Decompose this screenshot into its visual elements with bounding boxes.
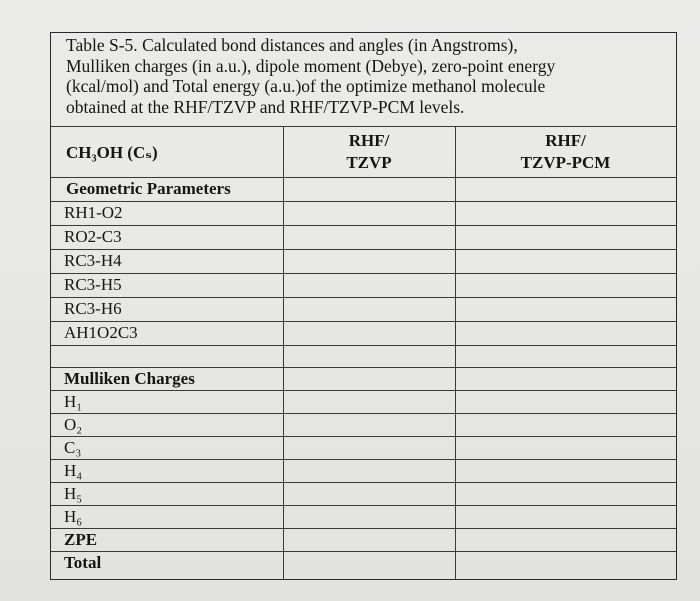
table-grid <box>51 33 676 579</box>
row-label-h4: H₄ <box>64 461 83 480</box>
row-label-a-h1-o2-c3: AH1O2C3 <box>64 323 138 342</box>
section-geometric-parameters: Geometric Parameters <box>66 179 231 198</box>
row-divider <box>51 528 676 529</box>
column-header-rhf-tzvp-pcm-line2: TZVP-PCM <box>520 153 611 172</box>
row-label-h5: H₅ <box>64 484 83 503</box>
column-header-rhf-tzvp-line1: RHF/ <box>348 131 390 150</box>
caption-line-2: Mulliken charges (in a.u.), dipole moment (Debye), zero-point energy <box>66 55 556 76</box>
section-mulliken-charges: Mulliken Charges <box>64 369 195 388</box>
row-divider <box>51 177 676 178</box>
row-label-r-o2-c3: RO2-C3 <box>64 227 122 246</box>
row-divider <box>51 345 676 346</box>
row-label-h1: H₁ <box>64 392 83 411</box>
row-label-zpe: ZPE <box>64 530 98 549</box>
row-divider <box>51 273 676 274</box>
row-divider <box>51 367 676 368</box>
row-label-r-c3-h5: RC3-H5 <box>64 275 122 294</box>
row-label-r-c3-h4: RC3-H4 <box>64 251 122 270</box>
row-divider <box>51 297 676 298</box>
row-divider <box>51 390 676 391</box>
row-label-r-h1-o2: RH1-O2 <box>64 203 123 222</box>
row-divider <box>51 482 676 483</box>
column-divider <box>283 126 284 579</box>
row-divider <box>51 505 676 506</box>
column-header-rhf-tzvp-pcm-line1: RHF/ <box>545 131 586 150</box>
row-label-r-c3-h6: RC3-H6 <box>64 299 122 318</box>
molecule-header: CH₃OH (Cₛ) <box>66 143 158 162</box>
row-divider <box>51 201 676 202</box>
row-divider <box>51 436 676 437</box>
row-divider <box>51 321 676 322</box>
column-header-rhf-tzvp-pcm <box>455 130 676 174</box>
row-divider <box>51 249 676 250</box>
row-divider <box>51 551 676 552</box>
caption-line-4: obtained at the RHF/TZVP and RHF/TZVP-PCM levels. <box>66 96 465 117</box>
column-header-rhf-tzvp-line2: TZVP <box>346 153 392 172</box>
caption-line-1: Calculated bond distances and angles (in Angstroms), <box>142 35 518 55</box>
row-divider <box>51 126 676 127</box>
row-divider <box>51 459 676 460</box>
row-label-o2: O₂ <box>64 415 83 434</box>
row-label-total: Total <box>64 553 102 572</box>
row-label-c3: C₃ <box>64 438 82 457</box>
row-label-h6: H₆ <box>64 507 83 526</box>
row-divider <box>51 225 676 226</box>
caption-label: Table S-5. <box>66 35 138 55</box>
column-header-rhf-tzvp <box>283 130 455 174</box>
caption-line-3: (kcal/mol) and Total energy (a.u.)of the optimize methanol molecule <box>66 76 546 96</box>
column-divider <box>455 126 456 579</box>
results-table <box>50 32 677 580</box>
row-divider <box>51 413 676 414</box>
